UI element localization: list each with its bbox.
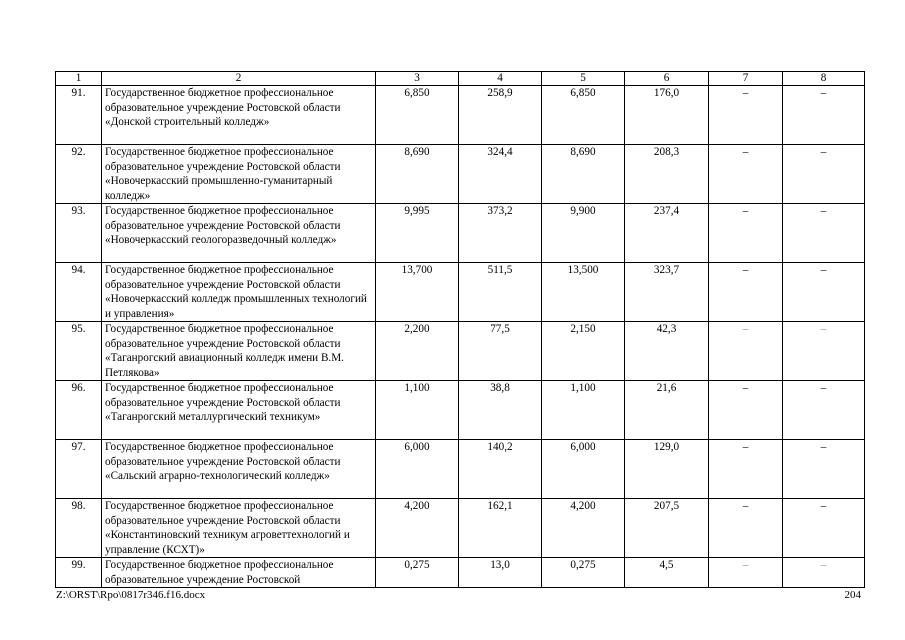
cell-col5: 8,690 <box>542 145 625 204</box>
cell-col7: – <box>709 499 783 558</box>
cell-col8: – <box>783 263 865 322</box>
cell-col3: 4,200 <box>376 499 459 558</box>
cell-col3: 1,100 <box>376 381 459 440</box>
cell-col8: – <box>783 440 865 499</box>
cell-col6: 237,4 <box>625 204 709 263</box>
table-row <box>56 499 865 558</box>
table-row <box>56 381 865 440</box>
institution-name: Государственное бюджетное профессиональное образовательное учреждение Ростовской области «Таганрогский авиационный колледж имени В.М. Петлякова» <box>102 322 376 381</box>
header-row <box>56 72 865 86</box>
institution-name: Государственное бюджетное профессиональное образовательное учреждение Ростовской области «Новочеркасский промышленно-гуманитарный колледж» <box>102 145 376 204</box>
cell-col3: 6,850 <box>376 86 459 145</box>
cell-col5: 13,500 <box>542 263 625 322</box>
column-header: 3 <box>376 72 459 86</box>
institution-name: Государственное бюджетное профессиональное образовательное учреждение Ростовской области «Новочеркасский колледж промышленных технологий и управления» <box>102 263 376 322</box>
column-header: 2 <box>102 72 376 86</box>
column-header: 6 <box>625 72 709 86</box>
cell-col6: 176,0 <box>625 86 709 145</box>
table-row <box>56 440 865 499</box>
cell-col3: 6,000 <box>376 440 459 499</box>
cell-col8: – <box>783 86 865 145</box>
cell-col4: 324,4 <box>459 145 542 204</box>
cell-col6: 208,3 <box>625 145 709 204</box>
cell-col4: 511,5 <box>459 263 542 322</box>
cell-col6: 207,5 <box>625 499 709 558</box>
cell-col8: – <box>783 145 865 204</box>
column-header: 8 <box>783 72 865 86</box>
cell-col7: – <box>709 381 783 440</box>
cell-col7: – <box>709 322 783 381</box>
cell-col7: – <box>709 145 783 204</box>
institution-name: Государственное бюджетное профессиональное образовательное учреждение Ростовской области «Таганрогский металлургический техникум» <box>102 381 376 440</box>
cell-col5: 1,100 <box>542 381 625 440</box>
cell-col8: – <box>783 499 865 558</box>
institution-name: Государственное бюджетное профессиональное образовательное учреждение Ростовской области «Новочеркасский геологоразведочный колледж» <box>102 204 376 263</box>
cell-col6: 21,6 <box>625 381 709 440</box>
data-table <box>55 71 865 588</box>
cell-col7: – <box>709 204 783 263</box>
page-number: 204 <box>844 589 861 601</box>
cell-col3: 9,995 <box>376 204 459 263</box>
table-row <box>56 322 865 381</box>
cell-col8: – <box>783 381 865 440</box>
cell-col5: 0,275 <box>542 558 625 588</box>
row-number: 97. <box>56 440 102 499</box>
column-header: 1 <box>56 72 102 86</box>
cell-col7: – <box>709 86 783 145</box>
cell-col3: 8,690 <box>376 145 459 204</box>
column-header: 7 <box>709 72 783 86</box>
cell-col4: 13,0 <box>459 558 542 588</box>
table-row <box>56 86 865 145</box>
cell-col7: – <box>709 558 783 588</box>
institution-name: Государственное бюджетное профессиональное образовательное учреждение Ростовской области «Константиновский техникум агроветтехнологий и управление (КСХТ)» <box>102 499 376 558</box>
cell-col5: 6,850 <box>542 86 625 145</box>
row-number: 95. <box>56 322 102 381</box>
cell-col6: 129,0 <box>625 440 709 499</box>
cell-col4: 77,5 <box>459 322 542 381</box>
institution-name: Государственное бюджетное профессиональное образовательное учреждение Ростовской <box>102 558 376 588</box>
row-number: 96. <box>56 381 102 440</box>
cell-col4: 38,8 <box>459 381 542 440</box>
cell-col4: 162,1 <box>459 499 542 558</box>
table-row <box>56 558 865 588</box>
footer-file-path: Z:\ORST\Rpo\0817r346.f16.docx <box>56 589 206 601</box>
cell-col6: 323,7 <box>625 263 709 322</box>
cell-col6: 4,5 <box>625 558 709 588</box>
row-number: 99. <box>56 558 102 588</box>
cell-col5: 2,150 <box>542 322 625 381</box>
cell-col4: 373,2 <box>459 204 542 263</box>
cell-col8: – <box>783 558 865 588</box>
cell-col3: 0,275 <box>376 558 459 588</box>
cell-col3: 2,200 <box>376 322 459 381</box>
cell-col3: 13,700 <box>376 263 459 322</box>
institution-name: Государственное бюджетное профессиональное образовательное учреждение Ростовской области «Донской строительный колледж» <box>102 86 376 145</box>
table-row <box>56 263 865 322</box>
table-row <box>56 204 865 263</box>
cell-col8: – <box>783 204 865 263</box>
cell-col7: – <box>709 263 783 322</box>
row-number: 92. <box>56 145 102 204</box>
row-number: 94. <box>56 263 102 322</box>
row-number: 91. <box>56 86 102 145</box>
cell-col5: 9,900 <box>542 204 625 263</box>
institution-name: Государственное бюджетное профессиональное образовательное учреждение Ростовской области «Сальский аграрно-технологический колледж» <box>102 440 376 499</box>
row-number: 98. <box>56 499 102 558</box>
cell-col4: 258,9 <box>459 86 542 145</box>
cell-col6: 42,3 <box>625 322 709 381</box>
column-header: 5 <box>542 72 625 86</box>
cell-col7: – <box>709 440 783 499</box>
row-number: 93. <box>56 204 102 263</box>
cell-col4: 140,2 <box>459 440 542 499</box>
column-header: 4 <box>459 72 542 86</box>
cell-col8: – <box>783 322 865 381</box>
table-row <box>56 145 865 204</box>
cell-col5: 6,000 <box>542 440 625 499</box>
cell-col5: 4,200 <box>542 499 625 558</box>
